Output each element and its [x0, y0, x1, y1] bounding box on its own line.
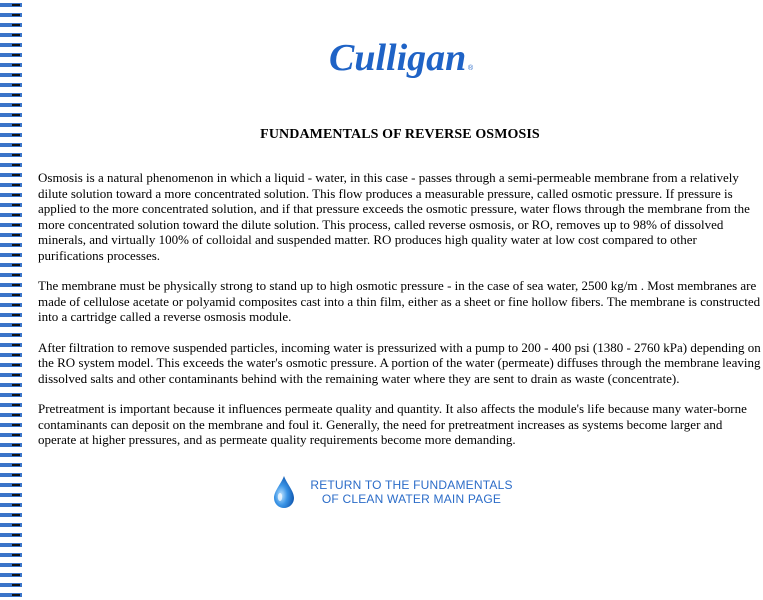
culligan-logo-graphic — [325, 32, 485, 92]
logo-wordmark: Culligan — [329, 37, 467, 79]
paragraph-membrane: The membrane must be physically strong to stand up to high osmotic pressure - in the case of sea water, 2500 kg/m . Most membranes are made of cellulose acetate or polyamid composites cast into a thin film, either as a sheet or fine hollow fibers. The membrane is constructed into a cartridge called a reverse osmosis module. — [38, 278, 761, 324]
paragraph-osmosis: Osmosis is a natural phenomenon in which a liquid - water, in this case - passes through a semi-permeable membrane from a relatively dilute solution toward a more concentrated solution. This flow produces a measurable pressure, called osmotic pressure. If pressure is applied to the more concentrated solution, and if that pressure exceeds the osmotic pressure, water flows through the membrane from the more concentrated solution toward the dilute solution. This process, called reverse osmosis, or RO, removes up to 98% of dissolved minerals, and virtually 100% of colloidal and suspended matter. RO produces high quality water at low cost compared to other purifications processes. — [38, 170, 750, 263]
article-body — [38, 170, 763, 463]
water-drop-icon — [272, 475, 296, 509]
culligan-logo — [325, 32, 485, 92]
return-main-page-link[interactable] — [272, 475, 532, 511]
paragraph-pretreatment: Pretreatment is important because it influences permeate quality and quantity. It also affects the module's life because many water-borne contaminants can deposit on the membrane and foul it. Generally, the need for pretreatment increases as systems become larger and operate at higher pressures, and as permeate quality requirements become more demanding. — [38, 401, 747, 447]
logo-trademark: ® — [468, 65, 474, 72]
paragraph-filtration: After filtration to remove suspended particles, incoming water is pressurized with a pump to 200 - 400 psi (1380 - 2760 kPa) depending on the RO system model. This exceeds the water's osmotic pressure. A portion of the water (permeate) diffuses through the membrane leaving dissolved salts and other contaminants behind with the remaining water where they are sent to drain as waste (concentrate). — [38, 339, 761, 386]
page-title: FUNDAMENTALS OF REVERSE OSMOSIS — [260, 127, 540, 142]
return-link-label[interactable] — [299, 478, 524, 506]
return-link-line-1[interactable]: RETURN TO THE FUNDAMENTALS — [310, 478, 513, 492]
spiral-binding — [0, 0, 22, 600]
return-link-line-2[interactable]: OF CLEAN WATER MAIN PAGE — [321, 492, 502, 506]
